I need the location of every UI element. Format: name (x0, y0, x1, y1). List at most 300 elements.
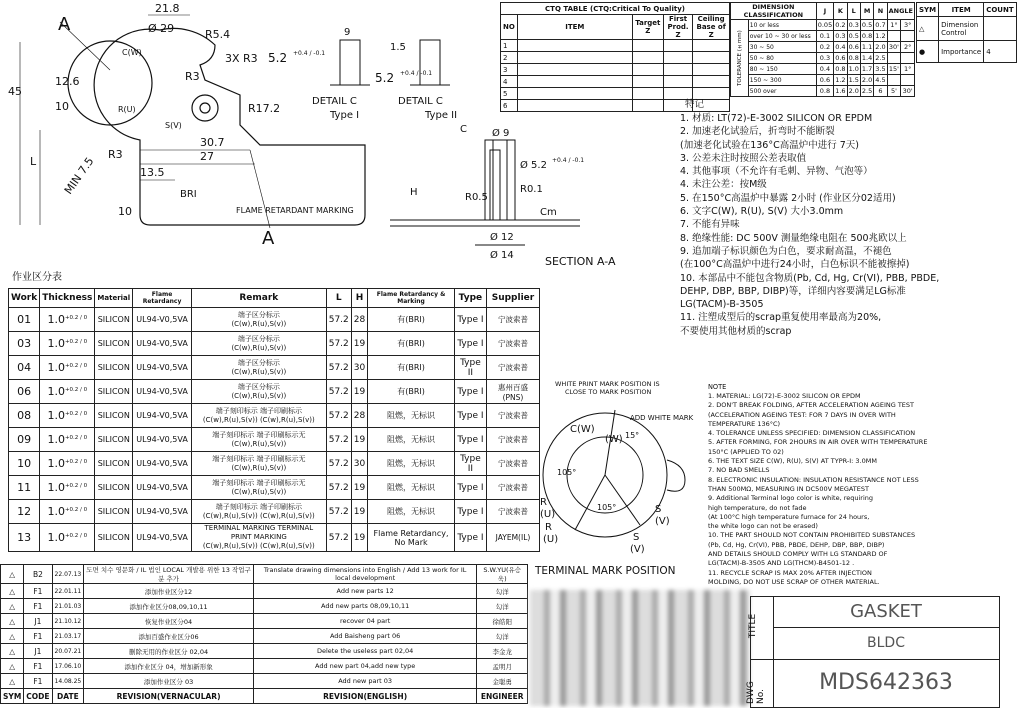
ctq-h-no: NO (501, 15, 518, 40)
dim-range: 10 or less (748, 20, 816, 31)
note-cn-line: 7. 不能有异味 (680, 219, 740, 231)
dim-value: 0.4 (835, 43, 846, 51)
length-l: 57.2 (326, 524, 351, 552)
flame-marking-line: No Mark (394, 537, 428, 547)
section-label: +0.4 / -0.1 (552, 157, 585, 164)
remark (191, 332, 326, 356)
type-label: Type II (425, 110, 458, 121)
rev-engineer: 李金龙 (477, 644, 528, 659)
rev-english: Add new part 04,add new type (253, 659, 477, 674)
dim-value: 0.8 (861, 32, 873, 40)
flame-marking-line: 阻燃，无标识 (387, 483, 436, 492)
dim-label: 10 (55, 100, 69, 113)
thickness-tol: +0.2 / 0 (64, 363, 88, 369)
title-bldc: BLDC (773, 628, 999, 660)
flame-rating: UL94-V0,5VA (133, 332, 192, 356)
type: Type II (454, 356, 486, 380)
remark-line: (C(w),R(u),S(v)) (231, 439, 287, 448)
section-label: Ø 12 (490, 232, 514, 243)
section-label: Ø 5.2 (520, 160, 547, 171)
note-en-line: MOLDING, DO NOT USE SCRAP OF OTHER MATERIAL. (708, 577, 880, 586)
thickness-tol: +0.2 / 0 (64, 315, 88, 321)
height-h: 19 (351, 524, 367, 552)
detail-c-title: DETAIL C (398, 96, 443, 107)
supplier: JAYEM(IL) (486, 524, 539, 552)
sym-item: Dimension Control (939, 17, 984, 41)
height-h: 30 (351, 452, 367, 476)
wt-h: Remark (191, 289, 326, 308)
dim-label: Ø 29 (148, 22, 175, 35)
type: Type I (454, 380, 486, 404)
remark (191, 452, 326, 476)
dim-label: R(U) (118, 105, 136, 114)
dim-label: 13.5 (140, 166, 165, 179)
dim-value: 1.6 (835, 87, 846, 95)
type: Type I (454, 524, 486, 552)
ctq-table (500, 2, 730, 112)
height-h: 30 (351, 356, 367, 380)
terminal-add-white: ADD WHITE MARK (630, 414, 694, 422)
thickness (40, 476, 95, 500)
dim-value: 0.4 (816, 64, 833, 75)
detail-label: 5.2 (268, 51, 288, 65)
length-l: 57.2 (326, 380, 351, 404)
title-block (746, 596, 1000, 708)
flame-marking (368, 500, 455, 524)
remark-line: (C(w),R(u),S(v)) (C(w),R(u),S(v)) (202, 511, 315, 520)
revision-table (0, 564, 528, 704)
dim-label: S(V) (165, 121, 182, 130)
remark (191, 428, 326, 452)
type: Type I (454, 308, 486, 332)
dim-side-label: TOLERANCE (±mm) (731, 20, 749, 97)
wt-h: L (326, 289, 351, 308)
flame-marking-line: 有(BRI) (397, 315, 425, 324)
supplier: 惠州百盛(PNS) (486, 380, 539, 404)
flame-marking (368, 332, 455, 356)
terminal-label: S (633, 532, 640, 543)
flame-marking (368, 404, 455, 428)
dim-label: 3X R3 (225, 52, 258, 65)
height-h: 19 (351, 380, 367, 404)
work-no: 06 (9, 380, 40, 404)
ctq-row: 4 (501, 76, 518, 88)
dim-label: 45 (8, 85, 22, 98)
work-no: 09 (9, 428, 40, 452)
dim-value: 0.7 (875, 21, 886, 29)
rev-vernacular: 添加作业区分 04，增加新形象 (84, 659, 254, 674)
length-l: 57.2 (326, 356, 351, 380)
dwg-label: DWG No. (746, 681, 766, 704)
rev-code: F1 (24, 599, 52, 614)
ctq-title: CTQ TABLE (CTQ:Critical To Quality) (501, 3, 730, 15)
section-mark-a: A (262, 228, 275, 249)
flame-rating: UL94-V0,5VA (133, 356, 192, 380)
note-cn-line: 10. 本部品中不能包含物质(Pb, Cd, Hg, Cr(VI), PBB, PBDE, (680, 272, 940, 284)
flame-marking-line: 有(BRI) (397, 387, 425, 396)
material: SILICON (95, 476, 133, 500)
rev-vernacular: 添加作业区分08,09,10,11 (84, 599, 254, 614)
section-label: R0.5 (465, 192, 488, 203)
thickness-value: 1.0 (47, 433, 65, 446)
wt-h: Thickness (40, 289, 95, 308)
terminal-label: (V) (630, 544, 645, 555)
flame-marking (368, 524, 455, 552)
dim-range: 80 ~ 150 (748, 64, 816, 75)
note-en-line: AND DETAILS SHOULD COMPLY WITH LG STANDARD OF (708, 550, 888, 559)
rev-vernacular: 删除无用的作业区分 02,04 (84, 644, 254, 659)
section-label: Ø 14 (490, 250, 514, 261)
note-cn-line: LG(TACM)-B-3505 (680, 299, 764, 311)
note-cn-line: 4. 未注公差：按M级 (680, 179, 767, 191)
dim-value: 2.0 (875, 43, 886, 51)
rev-code: B2 (24, 565, 52, 584)
detail-label: 1.5 (390, 42, 406, 53)
note-en-line: 6. THE TEXT SIZE C(W), R(U), S(V) AT TYPR-I: 3.0MM (708, 457, 877, 466)
remark (191, 524, 326, 552)
dim-angle-value: 5' (887, 86, 901, 97)
type: Type I (454, 476, 486, 500)
note-en-line: TEMPERATURE 136°C) (708, 419, 781, 428)
note-cn-line: 6. 文字C(W), R(U), S(V) 大小3.0mm (680, 206, 844, 218)
wt-h: Flame Retardancy & Marking (368, 289, 455, 308)
work-no: 12 (9, 500, 40, 524)
thickness-tol: +0.2 / 0 (64, 507, 88, 513)
rev-sym: △ (1, 565, 24, 584)
dim-label: L (30, 155, 37, 168)
dim-angle-value: 30' (888, 43, 899, 51)
dim-col: K (834, 3, 847, 20)
dim-angle-value (887, 31, 901, 42)
rev-english: Add new parts 12 (253, 584, 477, 599)
dim-value: 0.3 (816, 53, 833, 64)
ctq-row: 3 (501, 64, 518, 76)
revision-row (1, 659, 528, 674)
supplier: 宁波索普 (486, 332, 539, 356)
remark-line: 端子区分标示 (237, 334, 280, 343)
detail-label: 5.2 (375, 71, 395, 85)
remark-line: (C(w),R(u),S(v)) (231, 367, 287, 376)
note-en-line: 9. Additional Terminal logo color is white, requiring (708, 494, 874, 503)
dim-label: 21.8 (155, 2, 180, 15)
note-en-line: 11. RECYCLE SCRAP IS MAX 20% AFTER INJECTION (708, 568, 872, 577)
revision-row (1, 584, 528, 599)
dim-angle-value: 3° (901, 20, 915, 31)
rev-code: F1 (24, 629, 52, 644)
length-l: 57.2 (326, 308, 351, 332)
terminal-label: S (655, 504, 662, 515)
material: SILICON (95, 524, 133, 552)
rev-engineer: 金聪勇 (477, 674, 528, 689)
remark (191, 500, 326, 524)
remark-line: (C(w),R(u),S(v)) (231, 391, 287, 400)
work-row (9, 524, 540, 552)
rev-h: REVISION(VERNACULAR) (84, 689, 254, 704)
terminal-label: (U) (540, 509, 556, 520)
material: SILICON (95, 452, 133, 476)
dim-value: 2.0 (861, 76, 873, 84)
work-no: 04 (9, 356, 40, 380)
height-h: 19 (351, 428, 367, 452)
rev-sym: △ (1, 674, 24, 689)
section-label: Ø 9 (492, 128, 510, 139)
dim-col: J (816, 3, 833, 20)
dim-range: over 10 ~ 30 or less (748, 31, 816, 42)
rev-sym: △ (1, 629, 24, 644)
material: SILICON (95, 500, 133, 524)
dim-value: 2.5 (875, 54, 886, 62)
thickness-value: 1.0 (47, 505, 65, 518)
remark (191, 380, 326, 404)
terminal-label: (V) (655, 516, 670, 527)
wt-h: H (351, 289, 367, 308)
thickness-value: 1.0 (47, 457, 65, 470)
material: SILICON (95, 308, 133, 332)
section-aa-drawing (380, 120, 616, 270)
work-no: 10 (9, 452, 40, 476)
dim-label: FLAME RETARDANT MARKING (236, 206, 354, 215)
note-en-line: (At 100°C high temperature furnace for 24 hours, (708, 512, 870, 521)
remark-line: (C(w),R(u),S(v)) (231, 319, 287, 328)
remark-line: (C(w),R(u),S(v)) (231, 487, 287, 496)
height-h: 19 (351, 476, 367, 500)
thickness (40, 404, 95, 428)
rev-sym: △ (1, 599, 24, 614)
remark-line: 端子区分标示 (237, 382, 280, 391)
dim-label: 10 (118, 205, 132, 218)
drawing-number: MDS642363 (819, 670, 953, 695)
thickness-value: 1.0 (47, 409, 65, 422)
ctq-row: 6 (501, 100, 518, 112)
supplier: 宁波索普 (486, 428, 539, 452)
dim-header: DIMENSION CLASSIFICATION (731, 3, 817, 20)
flame-marking-line: Flame Retardancy, (373, 528, 449, 538)
sym-cell: ● (917, 41, 939, 63)
dim-col: N (874, 3, 887, 20)
terminal-caption: TERMINAL MARK POSITION (535, 565, 676, 577)
dim-value: 0.05 (817, 21, 833, 29)
rev-date: 21.03.17 (52, 629, 84, 644)
rev-engineer: S.W.YU(유승욱) (477, 565, 528, 584)
flame-marking-line: 阻燃，无标识 (387, 507, 436, 516)
note-cn-line: 5. 在150°C高温炉中暴露 2小时 (作业区分02适用) (680, 192, 896, 204)
note-cn-line: 3. 公差未注时按照公差表取值 (680, 152, 807, 164)
dim-value: 0.2 (835, 21, 846, 29)
dim-label: 30.7 (200, 136, 225, 149)
ctq-h-target: Target Z (632, 15, 663, 40)
work-row (9, 476, 540, 500)
detail-c-type1 (340, 40, 360, 85)
thickness-tol: +0.2 / 0 (64, 459, 88, 465)
thickness-value: 1.0 (47, 531, 65, 544)
remark-line: (C(w),R(u),S(v)) (C(w),R(u),S(v)) (202, 415, 315, 424)
rev-code: F1 (24, 659, 52, 674)
terminal-label: R (540, 497, 547, 508)
dim-value: 0.8 (835, 65, 846, 73)
flame-marking (368, 428, 455, 452)
height-h: 19 (351, 500, 367, 524)
dim-label: R3 (108, 148, 123, 161)
remark (191, 308, 326, 332)
rev-engineer: 勾洋 (477, 584, 528, 599)
note-en-line: 10. THE PART SHOULD NOT CONTAIN PROHIBITED SUBSTANCES (708, 531, 916, 540)
rev-engineer: 勾洋 (477, 629, 528, 644)
flame-rating: UL94-V0,5VA (133, 476, 192, 500)
thickness-tol: +0.2 / 0 (64, 387, 88, 393)
dim-value: 1.1 (861, 43, 873, 51)
supplier: 宁波索普 (486, 356, 539, 380)
material: SILICON (95, 356, 133, 380)
dim-col: M (860, 3, 873, 20)
dim-value: 0.3 (848, 21, 859, 29)
notes-en-title: NOTE (708, 383, 727, 391)
supplier: 宁波索普 (486, 476, 539, 500)
supplier: 宁波索普 (486, 500, 539, 524)
dim-angle-value (887, 75, 901, 86)
notes-cn-title: 特记 (685, 99, 705, 110)
thickness (40, 428, 95, 452)
wt-h: Type (454, 289, 486, 308)
remark-line: 端子刻印标示 端子印刷标示无 (212, 478, 306, 487)
ctq-row: 2 (501, 52, 518, 64)
length-l: 57.2 (326, 332, 351, 356)
ctq-row: 1 (501, 40, 518, 52)
height-h: 28 (351, 308, 367, 332)
terminal-mark-diagram (515, 380, 705, 580)
remark-line: 端子区分标示 (237, 310, 280, 319)
thickness (40, 332, 95, 356)
remark-line: 端子刻印标示 端子印刷标示无 (212, 454, 306, 463)
terminal-label: 15° (625, 431, 640, 440)
supplier: 宁波索普 (486, 308, 539, 332)
thickness (40, 524, 95, 552)
thickness-value: 1.0 (47, 337, 65, 350)
flame-marking-line: 阻燃，无标识 (387, 411, 436, 420)
dim-angle: ANGLE (887, 3, 914, 20)
work-no: 01 (9, 308, 40, 332)
rev-code: F1 (24, 674, 52, 689)
flame-marking (368, 356, 455, 380)
type: Type II (454, 452, 486, 476)
thickness-value: 1.0 (47, 385, 65, 398)
remark-line: (C(w),R(u),S(v)) (231, 463, 287, 472)
rev-sym: △ (1, 614, 24, 629)
note-en-line: 5. AFTER FORMING, FOR 2HOURS IN AIR OVER WITH TEMPERATURE (708, 438, 928, 447)
note-cn-line: (在100°C高温炉中进行24小时，白色标识不能被擦掉) (680, 259, 910, 271)
note-en-line: 150°C (APPLIED TO 02) (708, 447, 784, 456)
rev-english: Delete the useless part 02,04 (253, 644, 477, 659)
work-no: 08 (9, 404, 40, 428)
section-label: Cm (540, 207, 557, 218)
small-boss (192, 95, 218, 121)
material: SILICON (95, 380, 133, 404)
remark-line: 端子刻印标示 端子印刷标示 (215, 502, 302, 511)
work-row (9, 452, 540, 476)
material: SILICON (95, 332, 133, 356)
rev-vernacular: 도면 치수 영문화 / IL 법인 LOCAL 개발용 위한 13 작업구분 추가 (84, 565, 254, 584)
rev-date: 17.06.10 (52, 659, 84, 674)
terminal-label: (W) (605, 434, 623, 445)
rev-date: 22.01.11 (52, 584, 84, 599)
flame-rating: UL94-V0,5VA (133, 428, 192, 452)
thickness-tol: +0.2 / 0 (64, 483, 88, 489)
rev-sym: △ (1, 644, 24, 659)
flame-rating: UL94-V0,5VA (133, 308, 192, 332)
dim-value: 1.7 (861, 65, 873, 73)
title-gasket: GASKET (773, 597, 999, 628)
terminal-label: C(W) (570, 424, 595, 435)
flame-marking (368, 452, 455, 476)
flame-marking-line: 有(BRI) (397, 363, 425, 372)
note-en-line: 1. MATERIAL: LG(72)-E-3002 SILICON OR EPDM (708, 392, 861, 400)
remark (191, 404, 326, 428)
dim-value: 0.6 (816, 75, 833, 86)
rev-h: DATE (52, 689, 84, 704)
flame-marking-line: 阻燃，无标识 (387, 435, 436, 444)
dim-label: R5.4 (205, 28, 231, 41)
work-row (9, 404, 540, 428)
rev-code: J1 (24, 644, 52, 659)
rev-engineer: 勾洋 (477, 599, 528, 614)
dim-value: 1.2 (835, 76, 846, 84)
note-en-line: 8. ELECTRONIC INSULATION: INSULATION RESISTANCE NOT LESS (708, 475, 919, 484)
length-l: 57.2 (326, 500, 351, 524)
sym-count (984, 17, 1016, 41)
work-row (9, 500, 540, 524)
dim-label: BRI (180, 189, 197, 200)
wt-h: Flame Retardancy (133, 289, 192, 308)
rev-date: 14.08.25 (52, 674, 84, 689)
dim-value: 1.4 (861, 54, 873, 62)
thickness-value: 1.0 (47, 481, 65, 494)
flame-marking (368, 476, 455, 500)
remark-line: 端子刻印标示 端子印刷标示无 (212, 430, 306, 439)
rev-date: 21.10.12 (52, 614, 84, 629)
sym-count: 4 (984, 41, 1016, 63)
work-no: 03 (9, 332, 40, 356)
height-h: 19 (351, 332, 367, 356)
rev-code: F1 (24, 584, 52, 599)
work-no: 13 (9, 524, 40, 552)
revision-row (1, 599, 528, 614)
revision-row (1, 629, 528, 644)
dim-angle-value: 2° (901, 42, 915, 53)
rev-vernacular: 添加作业区分12 (84, 584, 254, 599)
thickness (40, 380, 95, 404)
sym-table (916, 2, 1017, 63)
dim-label: R3 (185, 70, 200, 83)
dim-angle-value: 1° (901, 64, 915, 75)
work-no: 11 (9, 476, 40, 500)
ctq-h-ceil: Ceiling Base of Z (693, 15, 730, 40)
thickness-value: 1.0 (47, 361, 65, 374)
section-label: R0.1 (520, 184, 543, 195)
rev-english: Translate drawing dimensions into English / Add 13 work for IL local development (253, 565, 477, 584)
dim-value: 2.5 (861, 87, 873, 95)
type-label: Type I (330, 110, 360, 121)
flame-rating: UL94-V0,5VA (133, 380, 192, 404)
work-table (8, 288, 540, 552)
remark-line: (C(w),R(u),S(v)) (231, 343, 287, 352)
revision-row (1, 614, 528, 629)
dim-range: 30 ~ 50 (748, 42, 816, 53)
sym-cell: △ (917, 17, 939, 41)
dim-value: 2.0 (848, 87, 859, 95)
dim-value: 6 (874, 86, 887, 97)
dim-value: 0.8 (848, 54, 859, 62)
rev-english: Add new part 03 (253, 674, 477, 689)
length-l: 57.2 (326, 428, 351, 452)
